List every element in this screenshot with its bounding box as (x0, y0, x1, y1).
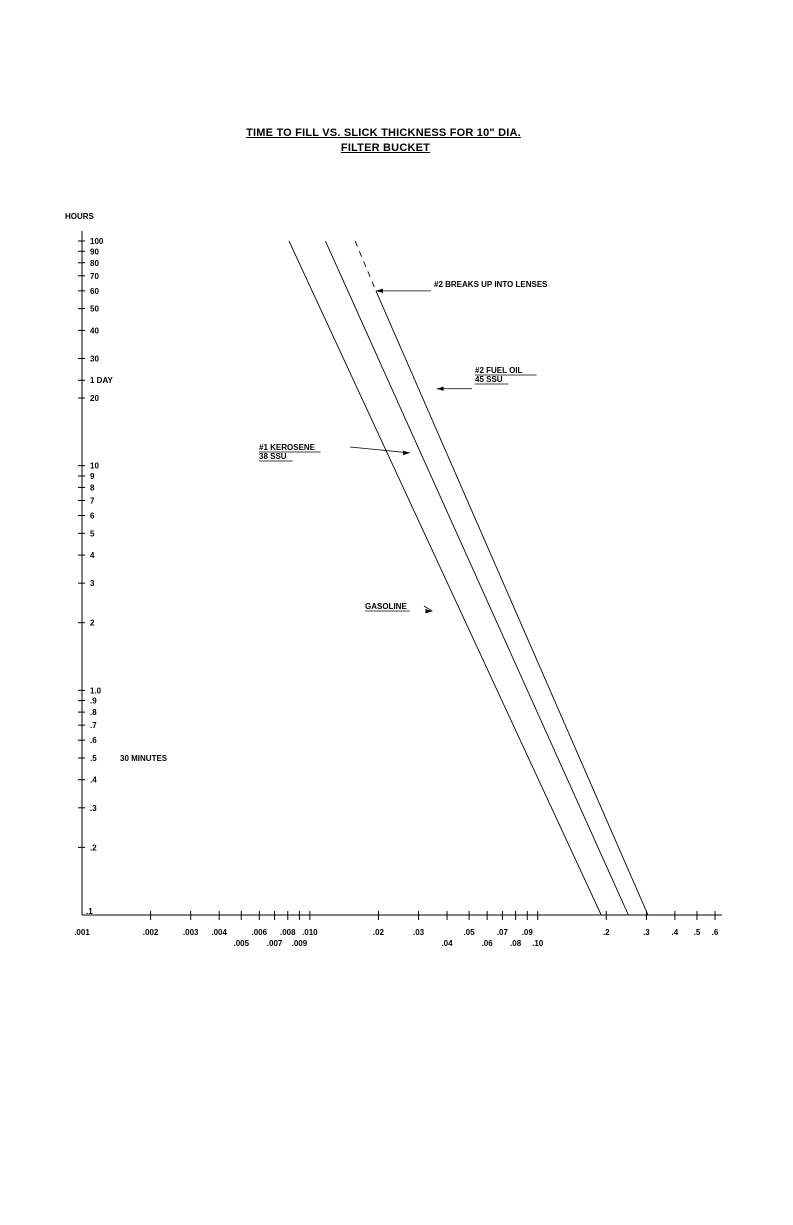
x-tick-label: .06 (481, 939, 493, 948)
annotation-gasoline-label: GASOLINE (365, 602, 407, 611)
x-tick-label: .2 (602, 928, 610, 937)
x-tick-label: .04 (441, 939, 453, 948)
y-tick-label: 90 (90, 247, 99, 257)
x-tick-label: .009 (291, 939, 308, 948)
series-line-kerosene (325, 241, 628, 915)
annotation-30-minutes-label: 30 MINUTES (120, 754, 168, 763)
y-tick-label: .5 (90, 753, 97, 763)
y-tick-label: 10 (90, 461, 99, 471)
x-tick-label: .008 (279, 928, 296, 937)
series-line-fuel_oil (376, 291, 648, 915)
x-tick-label: .02 (372, 928, 385, 937)
chart-title-line2: FILTER BUCKET (340, 142, 431, 154)
x-tick-label: .006 (251, 928, 268, 937)
y-tick-label: 20 (90, 394, 99, 404)
annotation-arrowhead (437, 387, 444, 391)
y-tick-label: .1 (86, 907, 93, 916)
y-tick-label: 5 (90, 529, 95, 539)
annotation-lenses-label: #2 BREAKS UP INTO LENSES (434, 280, 548, 289)
y-tick-label: 1 DAY (90, 376, 113, 386)
x-tick-label: .09 (521, 928, 533, 937)
x-tick-label: .08 (510, 939, 522, 948)
y-tick-label: 50 (90, 304, 99, 314)
x-tick-label: .005 (233, 939, 250, 948)
y-tick-label: .7 (90, 721, 97, 731)
y-tick-label: .9 (90, 696, 97, 706)
y-tick-label: .6 (90, 736, 97, 746)
y-tick-label: 7 (90, 496, 95, 506)
y-axis-label: HOURS (65, 212, 94, 221)
x-tick-label: .05 (463, 928, 475, 937)
y-tick-label: 100 (90, 237, 104, 246)
y-tick-label: 1.0 (90, 686, 102, 696)
x-tick-label: .001 (74, 928, 90, 937)
annotation-kerosene-label: 38 SSU (259, 452, 287, 461)
x-tick-label: .10 (532, 939, 544, 948)
y-tick-label: 70 (90, 271, 99, 281)
annotation-fuel-oil-label: #2 FUEL OIL (475, 366, 523, 375)
y-tick-label: 40 (90, 326, 99, 336)
x-tick-label: .3 (643, 928, 650, 937)
x-tick-label: .03 (412, 928, 425, 937)
x-tick-label: .07 (496, 928, 508, 937)
y-tick-label: 3 (90, 579, 95, 589)
y-tick-label: .4 (90, 775, 97, 785)
chart-title-line1: TIME TO FILL VS. SLICK THICKNESS FOR 10" DIA. (246, 127, 521, 139)
annotation-arrowhead (425, 609, 432, 613)
y-tick-label: .8 (90, 708, 97, 718)
x-tick-label: .004 (211, 928, 227, 937)
series-group (289, 241, 648, 915)
y-tick-label: .3 (90, 803, 97, 813)
x-tick-label: .6 (711, 928, 719, 937)
x-tick-label: .010 (302, 928, 318, 937)
x-tick-label: .5 (693, 928, 701, 937)
annotation-fuel-oil-label: 45 SSU (475, 375, 503, 384)
y-tick-label: 2 (90, 618, 95, 628)
x-tick-label: .4 (671, 928, 679, 937)
annotation-kerosene-label: #1 KEROSENE (259, 443, 316, 452)
y-tick-label: 8 (90, 483, 95, 493)
series-line-fuel_oil_dashed (355, 241, 376, 291)
y-tick-label: 30 (90, 354, 99, 364)
x-tick-label: .007 (266, 939, 283, 948)
axes-group (74, 231, 722, 948)
y-tick-label: 9 (90, 471, 95, 481)
x-tick-label: .003 (182, 928, 199, 937)
y-tick-label: 6 (90, 511, 95, 521)
y-tick-label: 80 (90, 258, 99, 268)
annotation-arrow-line (350, 447, 410, 453)
annotations-group (120, 280, 548, 763)
y-tick-label: .2 (90, 843, 97, 853)
y-tick-label: 4 (90, 551, 95, 561)
series-line-gasoline (289, 241, 601, 915)
x-tick-label: .002 (142, 928, 159, 937)
y-tick-label: 60 (90, 286, 99, 296)
annotation-arrowhead (403, 451, 410, 455)
